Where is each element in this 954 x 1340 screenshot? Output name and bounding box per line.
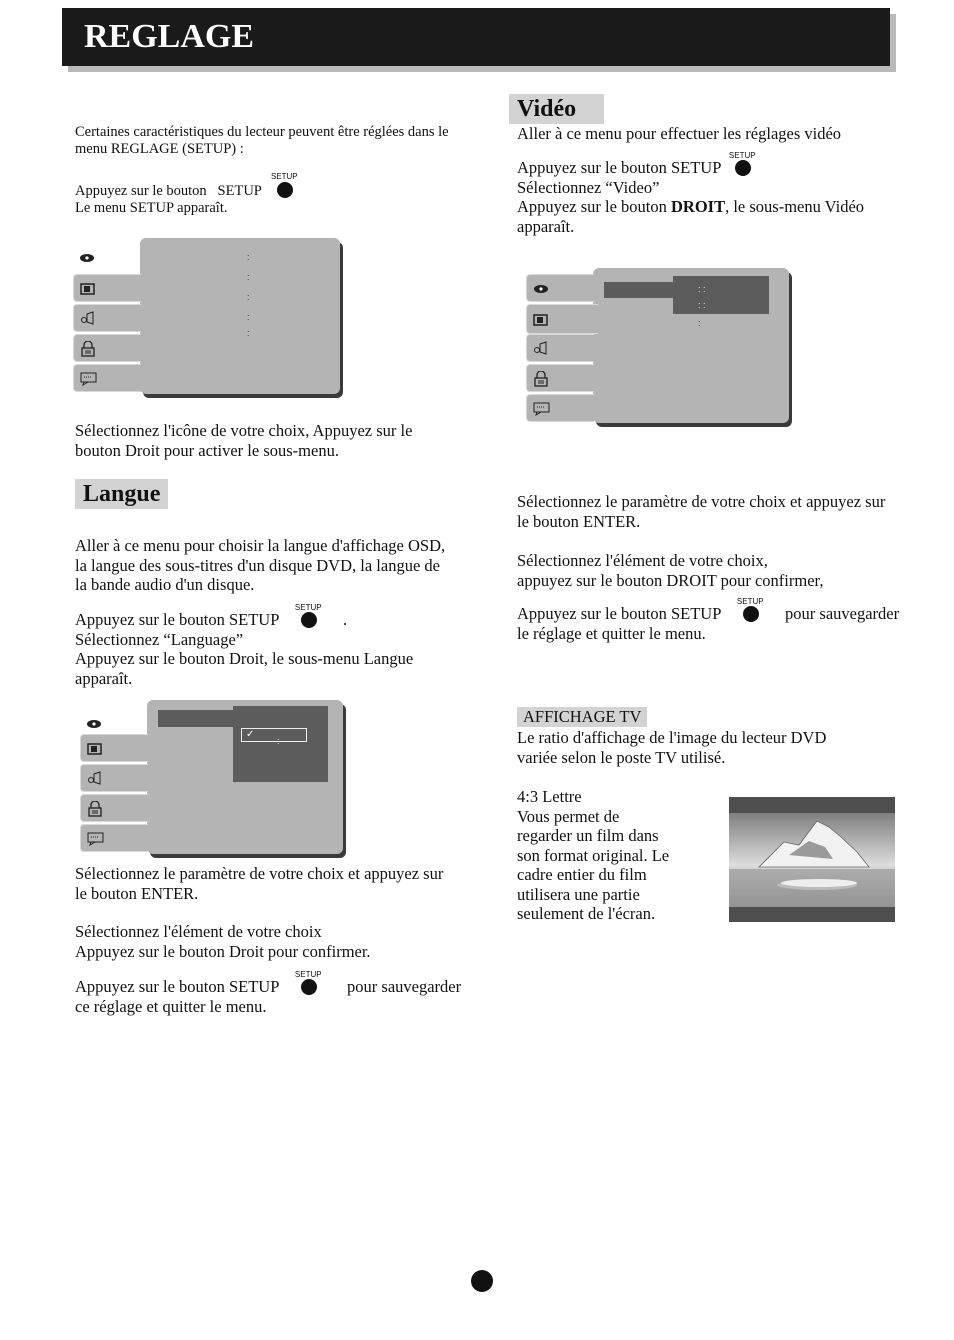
menu-colon: : (277, 736, 280, 746)
video-elem-1: Sélectionnez l'élément de votre choix, (517, 551, 768, 570)
video-press-text: Appuyez sur le bouton SETUP (517, 158, 721, 177)
langue-save-text (75, 970, 495, 1016)
menu-tab-misc (526, 394, 594, 422)
lock-icon (80, 341, 96, 362)
menu-tab-language (73, 244, 141, 272)
speaker-icon (87, 771, 103, 790)
check-icon: ✓ (246, 729, 255, 740)
video-right-2: apparaît. (517, 216, 575, 236)
langue-desc-1: Aller à ce menu pour choisir la langue d'affichage OSD, (75, 536, 446, 555)
video-right-pre: Appuyez sur le bouton (517, 197, 671, 216)
menu-colon-pair-2: : : (698, 300, 706, 310)
langue-press-text: Appuyez sur le bouton SETUP (75, 610, 279, 629)
setup-button-icon: SETUP (301, 979, 317, 995)
chat-icon (533, 402, 551, 421)
disc-icon (79, 251, 95, 269)
video-param-2: le bouton ENTER. (517, 511, 641, 531)
menu-tab-video (80, 734, 148, 762)
intro-select-text (75, 421, 495, 460)
menu-tab-audio (526, 334, 594, 362)
speaker-icon (533, 341, 549, 360)
video-instructions (517, 151, 917, 236)
menu-tab-video (526, 304, 598, 334)
menu-tab-parental (73, 334, 141, 362)
menu-tab-audio (80, 764, 148, 792)
video-submenu-box (673, 276, 769, 314)
page-title: REGLAGE (84, 18, 255, 55)
video-save-text (517, 597, 927, 643)
monitor-icon (533, 313, 549, 331)
langue-desc-2: la langue des sous-titres d'un disque DVD, la langue de (75, 555, 440, 575)
monitor-icon (87, 742, 103, 760)
video-description: Aller à ce menu pour effectuer les réglages vidéo (517, 124, 842, 143)
menu-tab-misc (80, 824, 148, 852)
intro-appears: Le menu SETUP apparaît. (75, 200, 228, 216)
menu-panel (140, 238, 340, 394)
monitor-icon (80, 282, 96, 300)
langue-select-language: Sélectionnez “Language” (75, 629, 244, 649)
intro-press-text: Appuyez sur le bouton SETUP (75, 183, 262, 199)
intro-press (75, 172, 298, 200)
menu-tab-parental (526, 364, 594, 392)
speaker-icon (80, 311, 96, 330)
langue-save-2: ce réglage et quitter le menu. (75, 996, 267, 1016)
video-param-1: Sélectionnez le paramètre de votre choix et appuyez sur (517, 492, 886, 511)
langue-param-text (75, 864, 495, 903)
video-elem-2: appuyez sur le bouton DROIT pour confirmer, (517, 570, 824, 590)
iceberg-picture (729, 797, 895, 922)
video-right-bold: DROIT (670, 197, 726, 216)
setup-menu-screenshot (73, 238, 343, 398)
affichage-desc-1: Le ratio d'affichage de l'image du lecteur DVD (517, 728, 827, 747)
menu-colon-2: : (247, 272, 250, 282)
menu-colon-5: : (247, 328, 250, 338)
langue-description (75, 536, 495, 595)
affichage-line-1: Vous permet de (517, 806, 620, 826)
video-right-post: , le sous-menu Vidéo (725, 197, 865, 216)
menu-highlight-bar (604, 282, 674, 298)
setup-button-icon: SETUP (277, 182, 293, 198)
video-save-pre: Appuyez sur le bouton SETUP (517, 604, 721, 623)
affichage-desc-2: variée selon le poste TV utilisé. (517, 747, 726, 767)
affichage-line-5: utilisera une partie (517, 884, 640, 904)
affichage-line-4: cadre entier du film (517, 865, 647, 884)
affichage-line-6: seulement de l'écran. (517, 904, 656, 923)
intro-select-line-2: bouton Droit pour activer le sous-menu. (75, 440, 339, 460)
video-save-post: pour sauvegarder (785, 604, 900, 623)
menu-tab-parental (80, 794, 148, 822)
langue-elem-text (75, 922, 495, 961)
chat-icon (87, 832, 105, 851)
video-param-text (517, 492, 927, 531)
selected-option (241, 728, 307, 742)
setup-button-icon: SETUP (735, 160, 751, 176)
lock-icon (87, 801, 103, 822)
intro-text (75, 124, 485, 158)
langue-param-1: Sélectionnez le paramètre de votre choix et appuyez sur (75, 864, 444, 883)
language-menu-screenshot (80, 700, 350, 860)
language-submenu-box (233, 706, 328, 782)
langue-right-1: Appuyez sur le bouton Droit, le sous-menu Langue (75, 649, 414, 668)
menu-tab-misc (73, 364, 141, 392)
video-heading: Vidéo (509, 94, 604, 124)
affichage-description (517, 728, 927, 767)
chat-icon (80, 372, 98, 391)
letterbox-image (729, 797, 895, 922)
affichage-mode: 4:3 Lettre (517, 787, 582, 806)
video-save-2: le réglage et quitter le menu. (517, 623, 706, 643)
video-select: Sélectionnez “Video” (517, 177, 660, 197)
langue-param-2: le bouton ENTER. (75, 883, 199, 903)
affichage-line-2: regarder un film dans (517, 826, 659, 845)
langue-elem: Sélectionnez l'élément de votre choix (75, 922, 322, 941)
page-title-bar (62, 8, 890, 66)
langue-instructions (75, 603, 495, 688)
menu-colon-1: : (247, 252, 250, 262)
intro-line-1: Certaines caractéristiques du lecteur peuvent être réglées dans le (75, 124, 449, 140)
lock-icon (533, 371, 549, 392)
disc-icon (533, 282, 549, 300)
langue-heading: Langue (75, 479, 168, 509)
video-elem-text (517, 551, 927, 590)
page-number-dot (471, 1270, 493, 1292)
langue-save-post: pour sauvegarder (347, 977, 462, 996)
setup-button-icon: SETUP (743, 606, 759, 622)
setup-button-icon: SETUP (301, 612, 317, 628)
intro-line-2: menu REGLAGE (SETUP) : (75, 141, 244, 157)
langue-press-dot: . (343, 610, 348, 629)
affichage-heading: AFFICHAGE TV (517, 707, 647, 727)
langue-confirm: Appuyez sur le bouton Droit pour confirmer. (75, 941, 371, 961)
langue-desc-3: la bande audio d'un disque. (75, 575, 255, 594)
menu-colon: : (698, 318, 701, 328)
langue-save-pre: Appuyez sur le bouton SETUP (75, 977, 279, 996)
intro-select-line-1: Sélectionnez l'icône de votre choix, Appuyez sur le (75, 421, 413, 440)
menu-tab-audio (73, 304, 141, 332)
affichage-letterbox-text (517, 787, 717, 924)
affichage-line-3: son format original. Le (517, 845, 670, 865)
menu-colon-4: : (247, 312, 250, 322)
langue-right-2: apparaît. (75, 668, 133, 688)
menu-colon-pair-1: : : (698, 284, 706, 294)
menu-tab-language (526, 274, 594, 302)
video-menu-screenshot (526, 268, 796, 430)
menu-colon-3: : (247, 292, 250, 302)
menu-highlight-bar (158, 710, 234, 727)
menu-tab-video (73, 274, 141, 302)
disc-icon (86, 717, 102, 735)
